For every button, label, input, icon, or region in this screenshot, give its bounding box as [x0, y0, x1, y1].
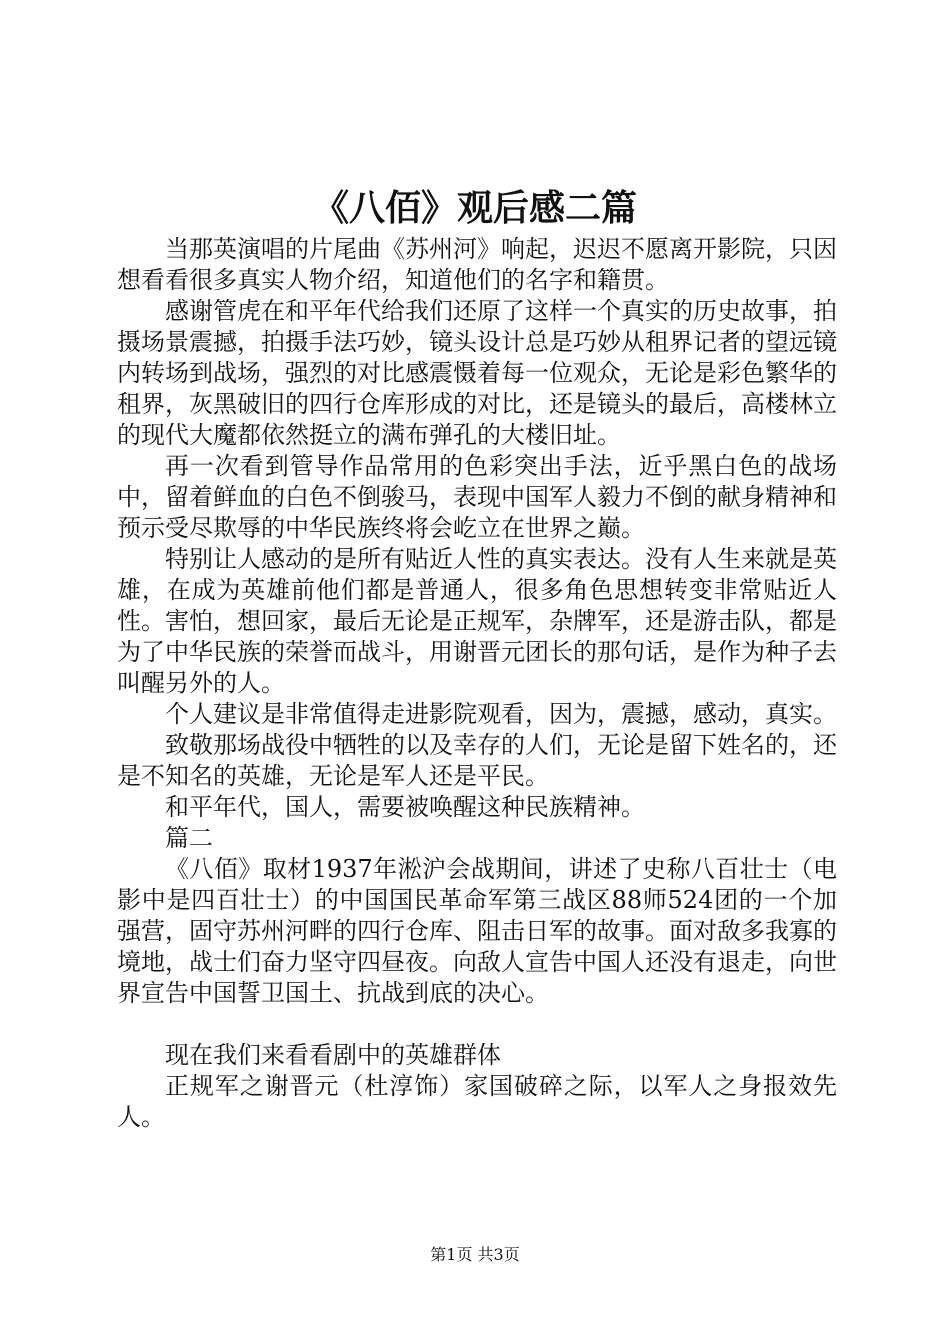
paragraph: 《八佰》取材1937年淞沪会战期间，讲述了史称八百壮士（电影中是四百壮士）的中国国民革命军第三战区88师524团的一个加强营，固守苏州河畔的四行仓库、阻击日军的故事。面对敌多我寡的境地，战士们奋力坚守四昼夜。向敌人宣告中国人还没有退走，向世界宣告中国誓卫国土、抗战到底的决心。 — [117, 855, 837, 1007]
page-footer: 第1页 共3页 — [430, 1245, 520, 1264]
paragraph: 和平年代，国人，需要被唤醒这种民族精神。 — [165, 793, 645, 821]
paragraph: 个人建议是非常值得走进影院观看，因为，震撼，感动，真实。 — [165, 700, 837, 728]
document-body — [117, 234, 837, 1133]
section-heading: 篇二 — [165, 824, 213, 852]
paragraph: 现在我们来看看剧中的英雄群体 — [165, 1041, 501, 1069]
document-title: 《八佰》观后感二篇 — [312, 187, 637, 229]
paragraph: 致敬那场战役中牺牲的以及幸存的人们，无论是留下姓名的，还是不知名的英雄，无论是军人还是平民。 — [117, 731, 837, 790]
paragraph: 感谢管虎在和平年代给我们还原了这样一个真实的历史故事，拍摄场景震撼，拍摄手法巧妙，镜头设计总是巧妙从租界记者的望远镜内转场到战场，强烈的对比感震慑着每一位观众，无论是彩色繁华的租界，灰黑破旧的四行仓库形成的对比，还是镜头的最后，高楼林立的现代大魔都依然挺立的满布弹孔的大楼旧址。 — [117, 297, 837, 449]
paragraph: 再一次看到管导作品常用的色彩突出手法，近乎黑白色的战场中，留着鲜血的白色不倒骏马，表现中国军人毅力不倒的献身精神和预示受尽欺辱的中华民族终将会屹立在世界之巅。 — [117, 452, 837, 542]
paragraph: 特别让人感动的是所有贴近人性的真实表达。没有人生来就是英雄，在成为英雄前他们都是普通人，很多角色思想转变非常贴近人性。害怕，想回家，最后无论是正规军，杂牌军，还是游击队，都是为了中华民族的荣誉而战斗，用谢晋元团长的那句话，是作为种子去叫醒另外的人。 — [117, 545, 837, 697]
paragraph: 正规军之谢晋元（杜淳饰）家国破碎之际，以军人之身报效先人。 — [117, 1072, 837, 1131]
paragraph: 当那英演唱的片尾曲《苏州河》响起，迟迟不愿离开影院，只因想看看很多真实人物介绍，知道他们的名字和籍贯。 — [117, 235, 837, 294]
